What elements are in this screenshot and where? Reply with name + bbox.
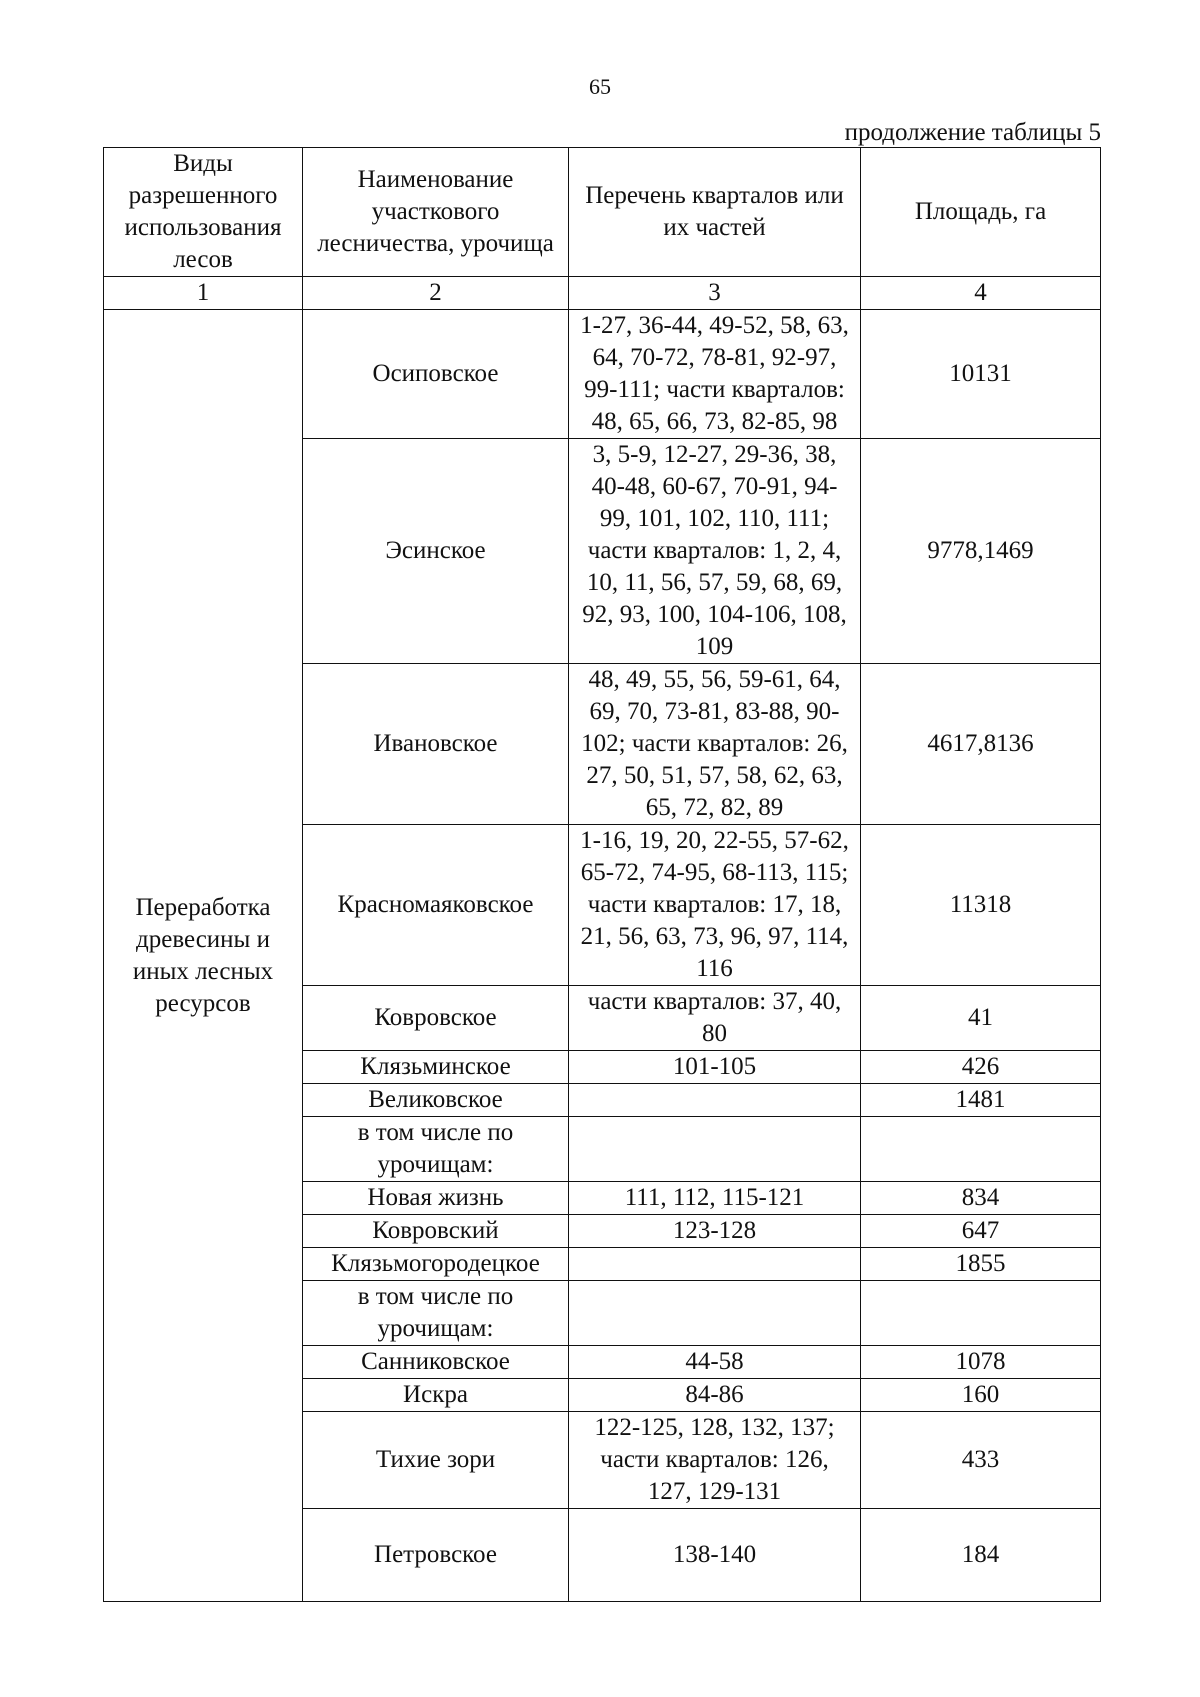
area-cell: 41 [861, 986, 1101, 1051]
column-number: 1 [104, 277, 303, 310]
forestry-name-cell: Новая жизнь [303, 1182, 569, 1215]
quarters-cell [569, 1248, 861, 1281]
quarters-cell: 123-128 [569, 1215, 861, 1248]
forestry-name-cell: Клязьмогородецкое [303, 1248, 569, 1281]
forestry-name-cell: Тихие зори [303, 1412, 569, 1509]
quarters-cell: 48, 49, 55, 56, 59-61, 64, 69, 70, 73-81, 83-88, 90-102; части кварталов: 26, 27, 50, 51, 57, 58, 62, 63, 65, 72, 82, 89 [569, 664, 861, 825]
forestry-name-cell: Великовское [303, 1084, 569, 1117]
forestry-name-cell: Ковровское [303, 986, 569, 1051]
area-cell: 433 [861, 1412, 1101, 1509]
quarters-cell [569, 1281, 861, 1346]
area-cell: 4617,8136 [861, 664, 1101, 825]
quarters-cell: части кварталов: 37, 40, 80 [569, 986, 861, 1051]
area-cell: 834 [861, 1182, 1101, 1215]
quarters-cell [569, 1117, 861, 1182]
quarters-cell: 1-27, 36-44, 49-52, 58, 63, 64, 70-72, 78-81, 92-97, 99-111; части кварталов: 48, 65, 66, 73, 82-85, 98 [569, 310, 861, 439]
forestry-name-cell: Эсинское [303, 439, 569, 664]
quarters-cell: 111, 112, 115-121 [569, 1182, 861, 1215]
forestry-name-cell: Ивановское [303, 664, 569, 825]
header-quarters-list: Перечень кварталов или их частей [569, 148, 861, 277]
forestry-name-cell: Ковровский [303, 1215, 569, 1248]
area-cell: 426 [861, 1051, 1101, 1084]
forestry-name-cell: в том числе по урочищам: [303, 1281, 569, 1346]
area-cell: 10131 [861, 310, 1101, 439]
quarters-cell: 1-16, 19, 20, 22-55, 57-62, 65-72, 74-95, 68-113, 115; части кварталов: 17, 18, 21, 56, 63, 73, 96, 97, 114, 116 [569, 825, 861, 986]
area-cell: 1481 [861, 1084, 1101, 1117]
forestry-name-cell: Искра [303, 1379, 569, 1412]
column-number: 2 [303, 277, 569, 310]
area-cell: 647 [861, 1215, 1101, 1248]
area-cell [861, 1281, 1101, 1346]
area-cell: 11318 [861, 825, 1101, 986]
quarters-cell: 138-140 [569, 1509, 861, 1602]
table-header-row [104, 148, 1101, 277]
forestry-name-cell: Петровское [303, 1509, 569, 1602]
quarters-cell: 84-86 [569, 1379, 861, 1412]
table-row [104, 310, 1101, 439]
forestry-name-cell: Санниковское [303, 1346, 569, 1379]
area-cell: 1078 [861, 1346, 1101, 1379]
quarters-cell [569, 1084, 861, 1117]
quarters-cell: 3, 5-9, 12-27, 29-36, 38, 40-48, 60-67, 70-91, 94-99, 101, 102, 110, 111; части кварталов: 1, 2, 4, 10, 11, 56, 57, 59, 68, 69, 92, 93, 100, 104-106, 108, 109 [569, 439, 861, 664]
forestry-name-cell: в том числе по урочищам: [303, 1117, 569, 1182]
quarters-cell: 101-105 [569, 1051, 861, 1084]
forestry-name-cell: Красномаяковское [303, 825, 569, 986]
quarters-cell: 122-125, 128, 132, 137; части кварталов: 126, 127, 129-131 [569, 1412, 861, 1509]
area-cell: 160 [861, 1379, 1101, 1412]
quarters-cell: 44-58 [569, 1346, 861, 1379]
area-cell: 9778,1469 [861, 439, 1101, 664]
table-continuation-label: продолжение таблицы 5 [844, 119, 1101, 146]
page-number: 65 [589, 74, 611, 99]
column-number: 4 [861, 277, 1101, 310]
column-number-row [104, 277, 1101, 310]
header-area: Площадь, га [861, 148, 1101, 277]
forestry-name-cell: Осиповское [303, 310, 569, 439]
area-cell: 1855 [861, 1248, 1101, 1281]
column-number: 3 [569, 277, 861, 310]
header-forestry-name: Наименование участкового лесничества, урочища [303, 148, 569, 277]
header-use-type: Виды разрешенного использования лесов [104, 148, 303, 277]
use-type-cell: Переработка древесины и иных лесных ресурсов [104, 310, 303, 1602]
area-cell: 184 [861, 1509, 1101, 1602]
area-cell [861, 1117, 1101, 1182]
forestry-name-cell: Клязьминское [303, 1051, 569, 1084]
forest-use-table [103, 147, 1101, 1602]
